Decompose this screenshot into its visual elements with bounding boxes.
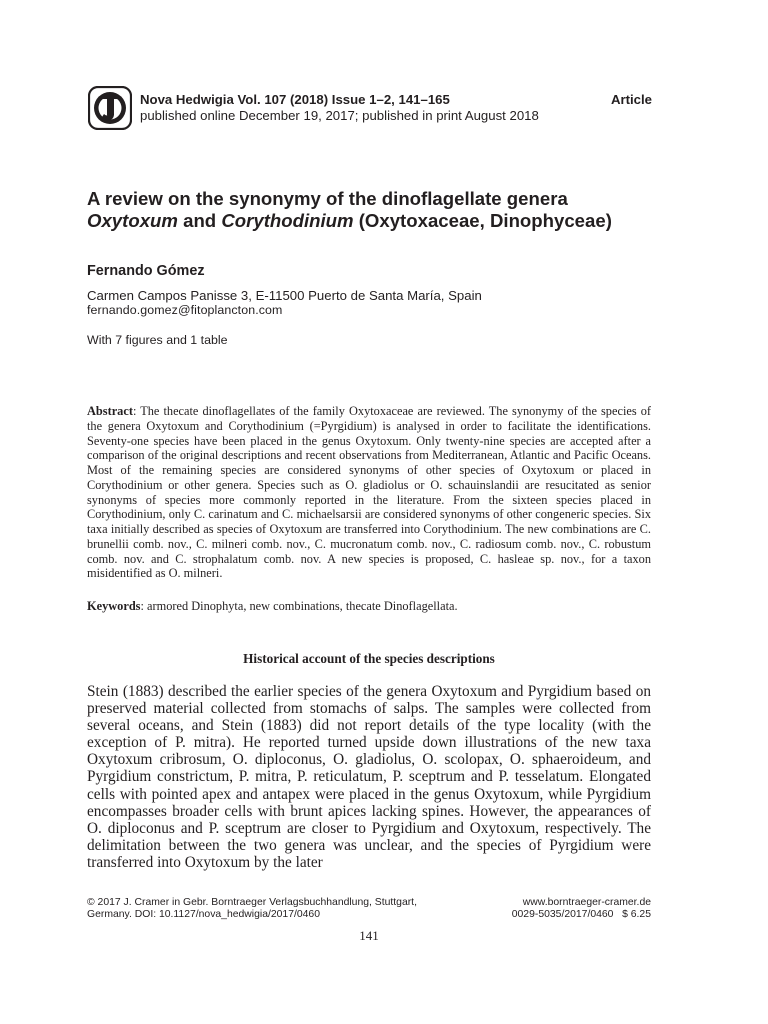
author-name: Fernando Gómez <box>87 263 205 279</box>
footer-publisher-info <box>440 897 651 921</box>
title-line2 <box>87 210 687 232</box>
journal-header-line1 <box>140 92 652 108</box>
publisher-website: www.borntraeger-cramer.de <box>522 897 651 908</box>
title-genus-oxytoxum: Oxytoxum <box>87 210 178 231</box>
copyright-line2: Germany. DOI: 10.1127/nova_hedwigia/2017/0460 <box>87 909 320 921</box>
page-number: 141 <box>359 928 379 943</box>
body-paragraph: Stein (1883) described the earlier species of the genera Oxytoxum and Pyrgidium based on preserved material collected from stomachs of salps. The samples were collected from several oceans, and Stein (1883) did not report details of the type locality (with the exception of P. mitra). He reported turned upside down illustrations of the new taxa Oxytoxum cribrosum, O. diploconus, O. gladiolus, O. scolopax, O. sphaeroideum, and Pyrgidium constrictum, P. mitra, P. reticulatum, P. sceptrum and P. tesselatum. Elongated cells with pointed apex and antapex were placed in the genus Oxytoxum, while Pyrgidium encompasses broader cells with brunt apices lacking spines. However, the appearances of O. diploconus and P. sceptrum are closer to Pyrgidium and Oxytoxum, respectively. The delimitation between the two genera was unclear, and the species of Pyrgidium were transferred into Oxytoxum by the later <box>87 683 651 871</box>
journal-header <box>140 92 652 124</box>
article-title <box>87 188 687 232</box>
journal-citation: Nova Hedwigia Vol. 107 (2018) Issue 1–2, 141–165 <box>140 92 450 107</box>
section-heading: Historical account of the species descriptions <box>243 651 495 666</box>
footer-copyright <box>87 897 417 921</box>
author-email: fernando.gomez@fitoplancton.com <box>87 303 283 317</box>
title-line1: A review on the synonymy of the dinoflagellate genera <box>87 188 568 209</box>
issn-price: 0029-5035/2017/0460 $ 6.25 <box>511 909 651 921</box>
figures-note: With 7 figures and 1 table <box>87 333 228 347</box>
abstract-text: : The thecate dinoflagellates of the family Oxytoxaceae are reviewed. The synonymy of the species of the genera Oxytoxum and Corythodinium (=Pyrgidium) is analysed in order to facilitate the identifications. Seventy-one species have been placed in the genus Oxytoxum. Only twenty-nine species are accepted after a comparison of the original descriptions and recent observations from Mediterranean, Atlantic and Pacific Oceans. Most of the remaining species are considered synonyms of other species of Oxytoxum or placed in Corythodinium or other genera. Species such as O. gladiolus or O. schauinslandii are resucitated as senior synonyms of species more commonly reported in the literature. From the sixteen species placed in Corythodinium, only C. carinatum and C. michaelsarsii are considered synonyms of other congeneric species. Six taxa initially described as species of Oxytoxum are transferred into Corythodinium. The new combinations are C. brunellii comb. nov., C. milneri comb. nov., C. mucronatum comb. nov., C. radiosum comb. nov., C. robustum comb. nov. and C. strophalatum comb. nov. A new species is proposed, C. hasleae sp. nov., for a taxon misidentified as O. milneri. <box>87 404 651 581</box>
author-affiliation <box>87 288 482 318</box>
article-type: Article <box>610 92 652 107</box>
publication-info: published online December 19, 2017; published in print August 2018 <box>140 108 539 123</box>
abstract <box>87 404 651 581</box>
abstract-label: Abstract <box>87 404 133 418</box>
author-address: Carmen Campos Panisse 3, E-11500 Puerto de Santa María, Spain <box>87 288 482 303</box>
title-genus-corythodinium: Corythodinium <box>221 210 354 231</box>
copyright-line1: © 2017 J. Cramer in Gebr. Borntraeger Verlagsbuchhandlung, Stuttgart, <box>87 897 417 908</box>
keywords-label: Keywords <box>87 599 141 613</box>
title-rest: (Oxytoxaceae, Dinophyceae) <box>353 210 612 231</box>
publisher-logo <box>88 86 132 130</box>
keywords-text: : armored Dinophyta, new combinations, thecate Dinoflagellata. <box>140 599 458 613</box>
publisher-logo-icon <box>88 86 132 130</box>
keywords <box>87 599 651 614</box>
title-and: and <box>177 210 222 231</box>
